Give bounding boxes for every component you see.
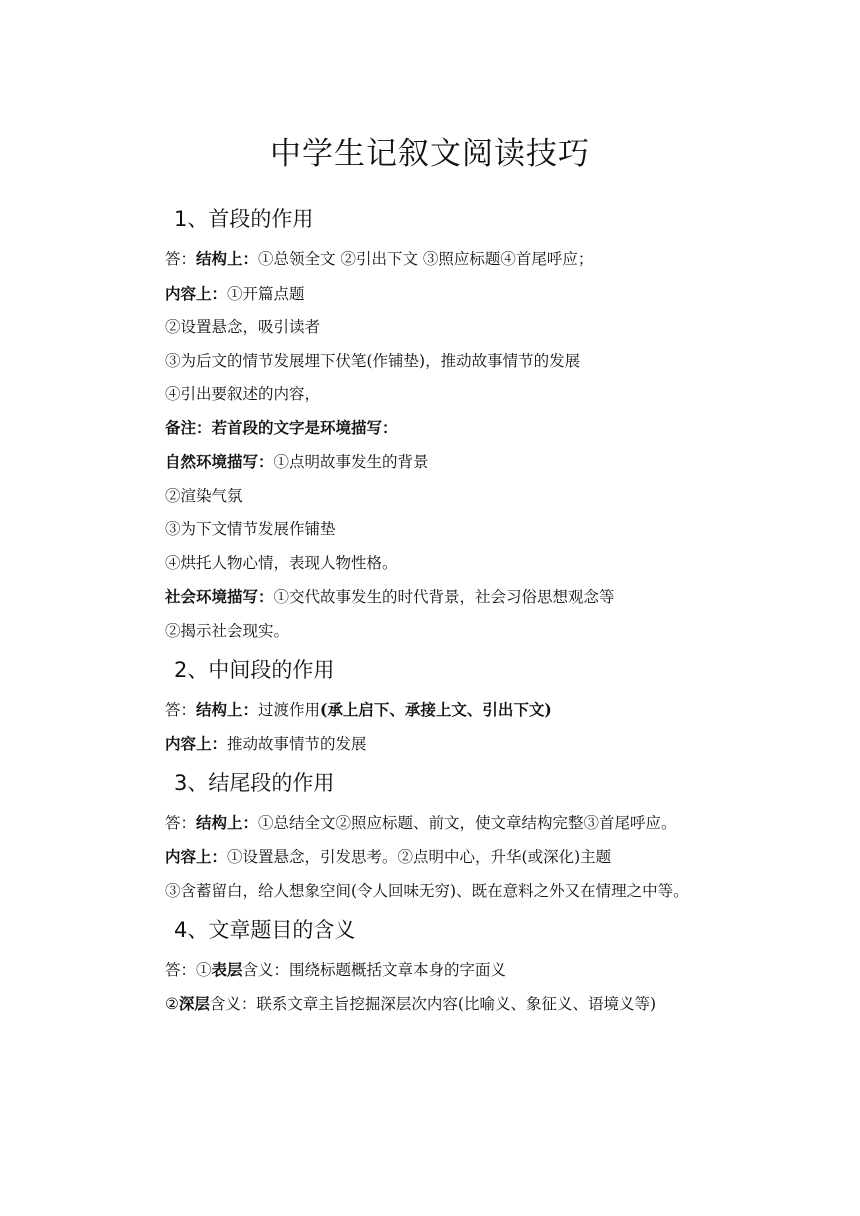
line-text: 含义：围绕标题概括文章本身的字面义 — [242, 961, 507, 979]
text-line — [165, 316, 805, 338]
text-line — [165, 451, 805, 473]
line-lead: 答： — [165, 250, 197, 268]
line-text: ①开篇点题 — [227, 285, 305, 303]
line-text: ②揭示社会现实。 — [165, 622, 290, 640]
line-text: ①设置悬念，引发思考。②点明中心，升华(或深化)主题 — [227, 848, 612, 866]
line-text: ③为后文的情节发展埋下伏笔(作铺垫)，推动故事情节的发展 — [165, 352, 581, 370]
line-text: ③为下文情节发展作铺垫 — [165, 520, 336, 538]
line-text: ③含蓄留白，给人想象空间(令人回味无穷)、既在意料之外又在情理之中等。 — [165, 882, 689, 900]
page-title: 中学生记叙文阅读技巧 — [270, 136, 590, 172]
line-text: ①总结全文②照应标题、前文，使文章结构完整③首尾呼应。 — [258, 814, 677, 832]
text-line — [165, 993, 805, 1015]
bold-label: 内容上： — [165, 284, 228, 303]
text-line — [165, 586, 805, 608]
line-lead: 答：① — [165, 961, 212, 979]
section-heading: 3、结尾段的作用 — [174, 771, 335, 795]
line-text: ①点明故事发生的背景 — [273, 453, 429, 471]
text-line — [165, 248, 805, 270]
section-heading: 2、中间段的作用 — [174, 658, 335, 682]
text-line — [165, 959, 805, 981]
text-line — [165, 350, 805, 372]
section-heading: 4、文章题目的含义 — [174, 918, 356, 942]
line-text: ①总领全文 ②引出下文 ③照应标题④首尾呼应； — [258, 250, 594, 268]
line-text: ①交代故事发生的时代背景，社会习俗思想观念等 — [273, 588, 615, 606]
line-text: 推动故事情节的发展 — [227, 735, 367, 753]
text-line — [165, 417, 805, 439]
text-line — [165, 733, 805, 755]
text-line — [165, 485, 805, 507]
line-lead: 答： — [165, 814, 197, 832]
text-line — [165, 620, 805, 642]
text-line — [165, 518, 805, 540]
line-text: 含义：联系文章主旨挖掘深层次内容(比喻义、象征义、语境义等) — [209, 995, 657, 1013]
text-line — [165, 699, 805, 721]
text-line — [165, 383, 805, 405]
text-line — [165, 552, 805, 574]
bold-label: 深层 — [178, 994, 210, 1013]
bold-label: 结构上： — [196, 700, 259, 719]
line-text: ②设置悬念，吸引读者 — [165, 318, 321, 336]
bold-label: 社会环境描写： — [165, 587, 274, 606]
line-text: ②渲染气氛 — [165, 487, 243, 505]
bold-label: 内容上： — [165, 847, 228, 866]
bold-text: (承上启下、承接上文、引出下文) — [320, 700, 552, 719]
text-line — [165, 880, 805, 902]
line-text: 过渡作用 — [258, 701, 321, 719]
line-lead: ② — [165, 995, 179, 1013]
text-line — [165, 812, 805, 834]
text-line — [165, 846, 805, 868]
text-line — [165, 283, 805, 305]
bold-label: 表层 — [211, 960, 243, 979]
bold-label: 结构上： — [196, 249, 259, 268]
bold-label: 自然环境描写： — [165, 452, 274, 471]
line-text: ④引出要叙述的内容， — [165, 385, 321, 403]
line-lead: 答： — [165, 701, 197, 719]
line-text: ④烘托人物心情，表现人物性格。 — [165, 554, 398, 572]
section-heading: 1、首段的作用 — [174, 207, 314, 231]
bold-label: 结构上： — [196, 813, 259, 832]
bold-label: 备注：若首段的文字是环境描写： — [165, 418, 398, 437]
bold-label: 内容上： — [165, 734, 228, 753]
